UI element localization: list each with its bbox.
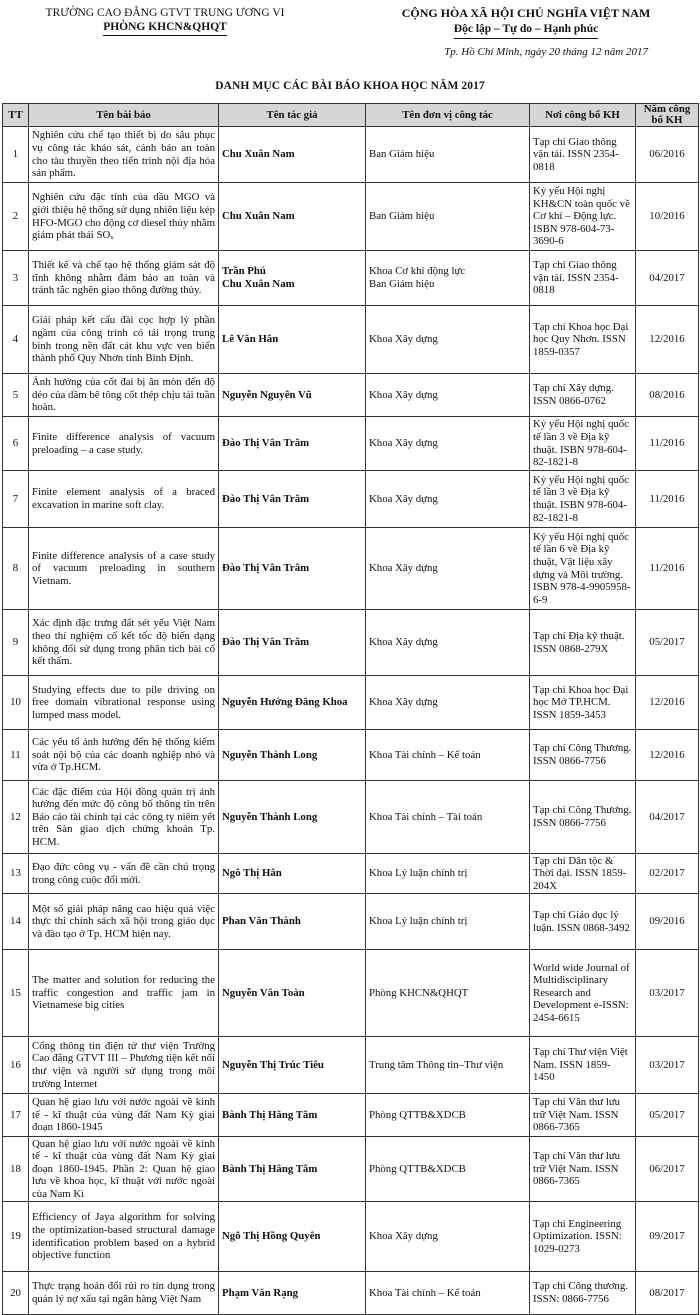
author-name: Bành Thị Hằng Tâm	[219, 1094, 366, 1137]
author-name: Nguyễn Thị Trúc Tiêu	[219, 1037, 366, 1094]
column-header-title: Tên bài báo	[29, 104, 219, 127]
publication-year: 12/2016	[636, 730, 699, 781]
author-name: Nguyễn Thành Long	[219, 781, 366, 854]
table-header	[3, 104, 699, 127]
row-number: 5	[3, 374, 29, 417]
affiliation: Ban Giám hiệu	[366, 127, 530, 183]
author-name: Nguyễn Văn Toàn	[219, 950, 366, 1037]
row-number: 20	[3, 1272, 29, 1315]
publication-venue: Tạp chí Khoa học Đại học Mở TP.HCM. ISSN 1859-3453	[530, 676, 636, 730]
publication-venue: Tạp chí Thư viện Việt Nam. ISSN 1859-1450	[530, 1037, 636, 1094]
publication-year: 10/2016	[636, 183, 699, 251]
row-number: 8	[3, 528, 29, 610]
author-name: Phan Văn Thành	[219, 894, 366, 950]
publication-venue: Kỷ yếu Hội nghị quốc tế lần 3 về Địa kỹ thuật. ISBN 978-604-82-1821-8	[530, 471, 636, 528]
affiliation: Khoa Lý luận chính trị	[366, 894, 530, 950]
department-name: PHÒNG KHCN&QHQT	[103, 20, 227, 36]
publication-venue: Tạp chí Giao thông vận tải. ISSN 2354-0818	[530, 127, 636, 183]
author-name: Nguyễn Thành Long	[219, 730, 366, 781]
publication-venue: Kỷ yếu Hội nghị quốc tế lần 6 về Địa kỹ thuật, Vật liệu xây dựng và Môi trường. ISBN 978-4-9905958-6-9	[530, 528, 636, 610]
affiliation: Khoa Lý luận chính trị	[366, 854, 530, 894]
publication-venue: Tạp chí Công Thương. ISSN 0866-7756	[530, 730, 636, 781]
publication-year: 11/2016	[636, 417, 699, 471]
paper-title: Giải pháp kết cấu đài cọc hợp lý phần ngầm của công trình có tải trọng trung bình trong nền đất cát khu vực ven biển thành phố Quy Nhơn tỉnh Bình Định.	[29, 306, 219, 374]
publication-venue: Kỷ yếu Hội nghị KH&CN toàn quốc về Cơ khí – Động lực. ISBN 978-604-73-3690-6	[530, 183, 636, 251]
publication-year: 04/2017	[636, 781, 699, 854]
paper-title: Quan hệ giao lưu với nước ngoài về kinh tế - kĩ thuật của vùng đất Nam Kỳ giai đoạn 1860-1945	[29, 1094, 219, 1137]
paper-title: Finite difference analysis of vacuum preloading – a case study.	[29, 417, 219, 471]
publication-year: 06/2016	[636, 127, 699, 183]
publication-year: 09/2017	[636, 1202, 699, 1272]
publication-venue: Tạp chí Khoa học Đại học Quy Nhơn. ISSN 1859-0357	[530, 306, 636, 374]
row-number: 19	[3, 1202, 29, 1272]
row-number: 3	[3, 251, 29, 306]
affiliation: Khoa Xây dựng	[366, 471, 530, 528]
publication-venue: Tạp chí Giáo dục lý luận. ISSN 0868-3492	[530, 894, 636, 950]
table-row	[3, 894, 699, 950]
affiliation: Khoa Xây dựng	[366, 374, 530, 417]
row-number: 12	[3, 781, 29, 854]
author-name: Lê Văn Hân	[219, 306, 366, 374]
table-row	[3, 306, 699, 374]
paper-title: Nghiên cứu đặc tính của dầu MGO và giới thiệu hệ thống sử dụng nhiên liệu kép HFO-MGO cho động cơ diesel thủy nhằm giảm phát thải SOₓ	[29, 183, 219, 251]
table-row	[3, 417, 699, 471]
table-row	[3, 1094, 699, 1137]
organization-name: TRƯỜNG CAO ĐẲNG GTVT TRUNG ƯƠNG VI	[45, 7, 285, 19]
row-number: 17	[3, 1094, 29, 1137]
affiliation: Khoa Xây dựng	[366, 528, 530, 610]
paper-title: Efficiency of Jaya algorithm for solving the optimization-based structural damage identification problem based on a hybrid objective function	[29, 1202, 219, 1272]
publication-year: 11/2016	[636, 471, 699, 528]
row-number: 2	[3, 183, 29, 251]
table-row	[3, 471, 699, 528]
row-number: 13	[3, 854, 29, 894]
affiliation: Phòng QTTB&XDCB	[366, 1137, 530, 1202]
table-row	[3, 374, 699, 417]
author-name: Chu Xuân Nam	[219, 183, 366, 251]
publication-year: 03/2017	[636, 950, 699, 1037]
affiliation: Phòng KHCN&QHQT	[366, 950, 530, 1037]
publication-venue: World wide Journal of Multidisciplinary Research and Development e-ISSN: 2454-6615	[530, 950, 636, 1037]
row-number: 15	[3, 950, 29, 1037]
publication-year: 05/2017	[636, 1094, 699, 1137]
affiliation: Khoa Tài chính – Kế toán	[366, 1272, 530, 1315]
paper-title: Các đặc điểm của Hội đồng quản trị ảnh hưởng đến mức độ công bố thông tin trên Báo cáo tài chính tại các công ty niêm yết trên Sàn giao dịch chứng khoán Tp. HCM.	[29, 781, 219, 854]
paper-title: The matter and solution for reducing the traffic congestion and traffic jam in Vietnamese big cities	[29, 950, 219, 1037]
author-name: Trần Phú Chu Xuân Nam	[219, 251, 366, 306]
table-row	[3, 610, 699, 676]
paper-title: Ảnh hưởng của cốt đai bị ăn mòn đến độ dẻo của dầm bê tông cốt thép chịu tải tuần hoàn.	[29, 374, 219, 417]
publication-venue: Tạp chí Văn thư lưu trữ Việt Nam. ISSN 0866-7365	[530, 1137, 636, 1202]
paper-title: Quan hệ giao lưu với nước ngoài về kinh tế - kĩ thuật của vùng đất Nam Kỳ giai đoạn 1860-1945. Phần 2: Quan hệ giao lưu về khoa học, kĩ thuật với nước ngoài của Nam Kì	[29, 1137, 219, 1202]
publication-year: 06/2017	[636, 1137, 699, 1202]
row-number: 14	[3, 894, 29, 950]
row-number: 16	[3, 1037, 29, 1094]
row-number: 6	[3, 417, 29, 471]
publication-year: 12/2016	[636, 676, 699, 730]
paper-title: Nghiên cứu chế tạo thiết bị do sâu phục vụ công tác khảo sát, cảnh báo an toàn cho tàu thuyền theo tiến trình nội địa hóa sản phẩm.	[29, 127, 219, 183]
column-header-author: Tên tác giả	[219, 104, 366, 127]
organization-header	[0, 6, 330, 36]
publication-year: 08/2017	[636, 1272, 699, 1315]
author-name: Nguyễn Nguyên Vũ	[219, 374, 366, 417]
row-number: 10	[3, 676, 29, 730]
paper-title: Đạo đức công vụ - vấn đề cần chú trọng trong công cuộc đổi mới.	[29, 854, 219, 894]
table-row	[3, 1037, 699, 1094]
publication-venue: Kỷ yếu Hội nghị quốc tế lần 3 về Địa kỹ thuật. ISBN 978-604-82-1821-8	[530, 417, 636, 471]
publication-venue: Tạp chí Xây dựng. ISSN 0866-0762	[530, 374, 636, 417]
column-header-year: Năm công bố KH	[636, 104, 699, 127]
column-header-venue: Nơi công bố KH	[530, 104, 636, 127]
table-row	[3, 251, 699, 306]
affiliation: Khoa Xây dựng	[366, 676, 530, 730]
document-title: DANH MỤC CÁC BÀI BÁO KHOA HỌC NĂM 2017	[215, 80, 485, 92]
affiliation: Khoa Xây dựng	[366, 417, 530, 471]
publication-year: 05/2017	[636, 610, 699, 676]
row-number: 11	[3, 730, 29, 781]
paper-title: Một số giải pháp nâng cao hiệu quả việc thực thi chính sách xã hội trong giáo dục và đào tạo ở Tp. HCM hiện nay.	[29, 894, 219, 950]
affiliation: Khoa Xây dựng	[366, 1202, 530, 1272]
paper-title: Finite difference analysis of a case study of vacuum preloading in southern Vietnam.	[29, 528, 219, 610]
affiliation: Khoa Tài chính – Tài toán	[366, 781, 530, 854]
author-name: Đào Thị Vân Trâm	[219, 471, 366, 528]
table-row	[3, 528, 699, 610]
country-name: CỘNG HÒA XÃ HỘI CHỦ NGHĨA VIỆT NAM	[401, 6, 651, 20]
publication-year: 11/2016	[636, 528, 699, 610]
row-number: 7	[3, 471, 29, 528]
affiliation: Khoa Xây dựng	[366, 610, 530, 676]
paper-title: Finite element analysis of a braced excavation in marine soft clay.	[29, 471, 219, 528]
paper-title: Các yếu tố ảnh hưởng đến hệ thống kiểm soát nội bộ của các doanh nghiệp nhỏ và vừa ở Tp.HCM.	[29, 730, 219, 781]
paper-title: Xác định đặc trưng đất sét yếu Việt Nam theo thí nghiệm cố kết tốc độ biến dạng không đổi sử dụng trong phân tích bài cố kết thấm.	[29, 610, 219, 676]
publication-year: 04/2017	[636, 251, 699, 306]
national-header	[352, 6, 700, 39]
table-row	[3, 730, 699, 781]
publication-venue: Tạp chí Giao thông vận tải. ISSN 2354-0818	[530, 251, 636, 306]
table-row	[3, 781, 699, 854]
author-name: Nguyễn Hướng Đăng Khoa	[219, 676, 366, 730]
document-date: Tp. Hồ Chí Minh, ngày 20 tháng 12 năm 2017	[444, 46, 648, 58]
publication-venue: Tạp chí Công thương. ISSN: 0866-7756	[530, 1272, 636, 1315]
paper-title: Thiết kế và chế tạo hệ thống giám sát độ tĩnh không nhằm đảm bảo an toàn và tránh tắc nghẽn giao thông đường thủy.	[29, 251, 219, 306]
row-number: 9	[3, 610, 29, 676]
publication-venue: Tạp chí Công Thương. ISSN 0866-7756	[530, 781, 636, 854]
papers-table	[2, 103, 699, 1315]
table-row	[3, 1272, 699, 1315]
author-name: Đào Thị Vân Trâm	[219, 610, 366, 676]
table-row	[3, 1202, 699, 1272]
column-header-unit: Tên đơn vị công tác	[366, 104, 530, 127]
author-name: Đào Thị Vân Trâm	[219, 417, 366, 471]
author-name: Phạm Văn Rạng	[219, 1272, 366, 1315]
author-name: Ngô Thị Hân	[219, 854, 366, 894]
paper-title: Studying effects due to pile driving on free domain vibrational response using lumped mass model.	[29, 676, 219, 730]
affiliation: Trung tâm Thông tin–Thư viện	[366, 1037, 530, 1094]
table-row	[3, 950, 699, 1037]
row-number: 4	[3, 306, 29, 374]
column-header-tt: TT	[3, 104, 29, 127]
author-name: Chu Xuân Nam	[219, 127, 366, 183]
author-name: Bành Thị Hằng Tâm	[219, 1137, 366, 1202]
affiliation: Khoa Xây dựng	[366, 306, 530, 374]
table-row	[3, 676, 699, 730]
publication-venue: Tạp chí Dân tộc & Thời đại. ISSN 1859-204X	[530, 854, 636, 894]
table-row	[3, 127, 699, 183]
author-name: Ngô Thị Hồng Quyên	[219, 1202, 366, 1272]
publication-year: 08/2016	[636, 374, 699, 417]
table-body	[3, 127, 699, 1315]
publication-venue: Tạp chí Engineering Optimization. ISSN: 1029-0273	[530, 1202, 636, 1272]
table-row	[3, 854, 699, 894]
affiliation: Phòng QTTB&XDCB	[366, 1094, 530, 1137]
affiliation: Ban Giám hiệu	[366, 183, 530, 251]
national-motto: Độc lập – Tự do – Hạnh phúc	[454, 22, 598, 39]
publication-venue: Tạp chí Văn thư lưu trữ Việt Nam. ISSN 0866-7365	[530, 1094, 636, 1137]
table-row	[3, 1137, 699, 1202]
paper-title: Thực trạng hoán đổi rủi ro tín dụng trong quản lý nợ xấu tại ngân hàng Việt Nam	[29, 1272, 219, 1315]
row-number: 1	[3, 127, 29, 183]
table-row	[3, 183, 699, 251]
publication-year: 09/2016	[636, 894, 699, 950]
author-name: Đào Thị Vân Trâm	[219, 528, 366, 610]
affiliation: Khoa Cơ khí động lực Ban Giám hiệu	[366, 251, 530, 306]
publication-venue: Tạp chí Địa kỹ thuật. ISSN 0868-279X	[530, 610, 636, 676]
publication-year: 02/2017	[636, 854, 699, 894]
publication-year: 03/2017	[636, 1037, 699, 1094]
affiliation: Khoa Tài chính – Kế toán	[366, 730, 530, 781]
paper-title: Cổng thông tin điện tử thư viện Trường Cao đẳng GTVT III – Phương tiện kết nối thư viện và người sử dụng trong môi trường Internet	[29, 1037, 219, 1094]
publication-year: 12/2016	[636, 306, 699, 374]
row-number: 18	[3, 1137, 29, 1202]
